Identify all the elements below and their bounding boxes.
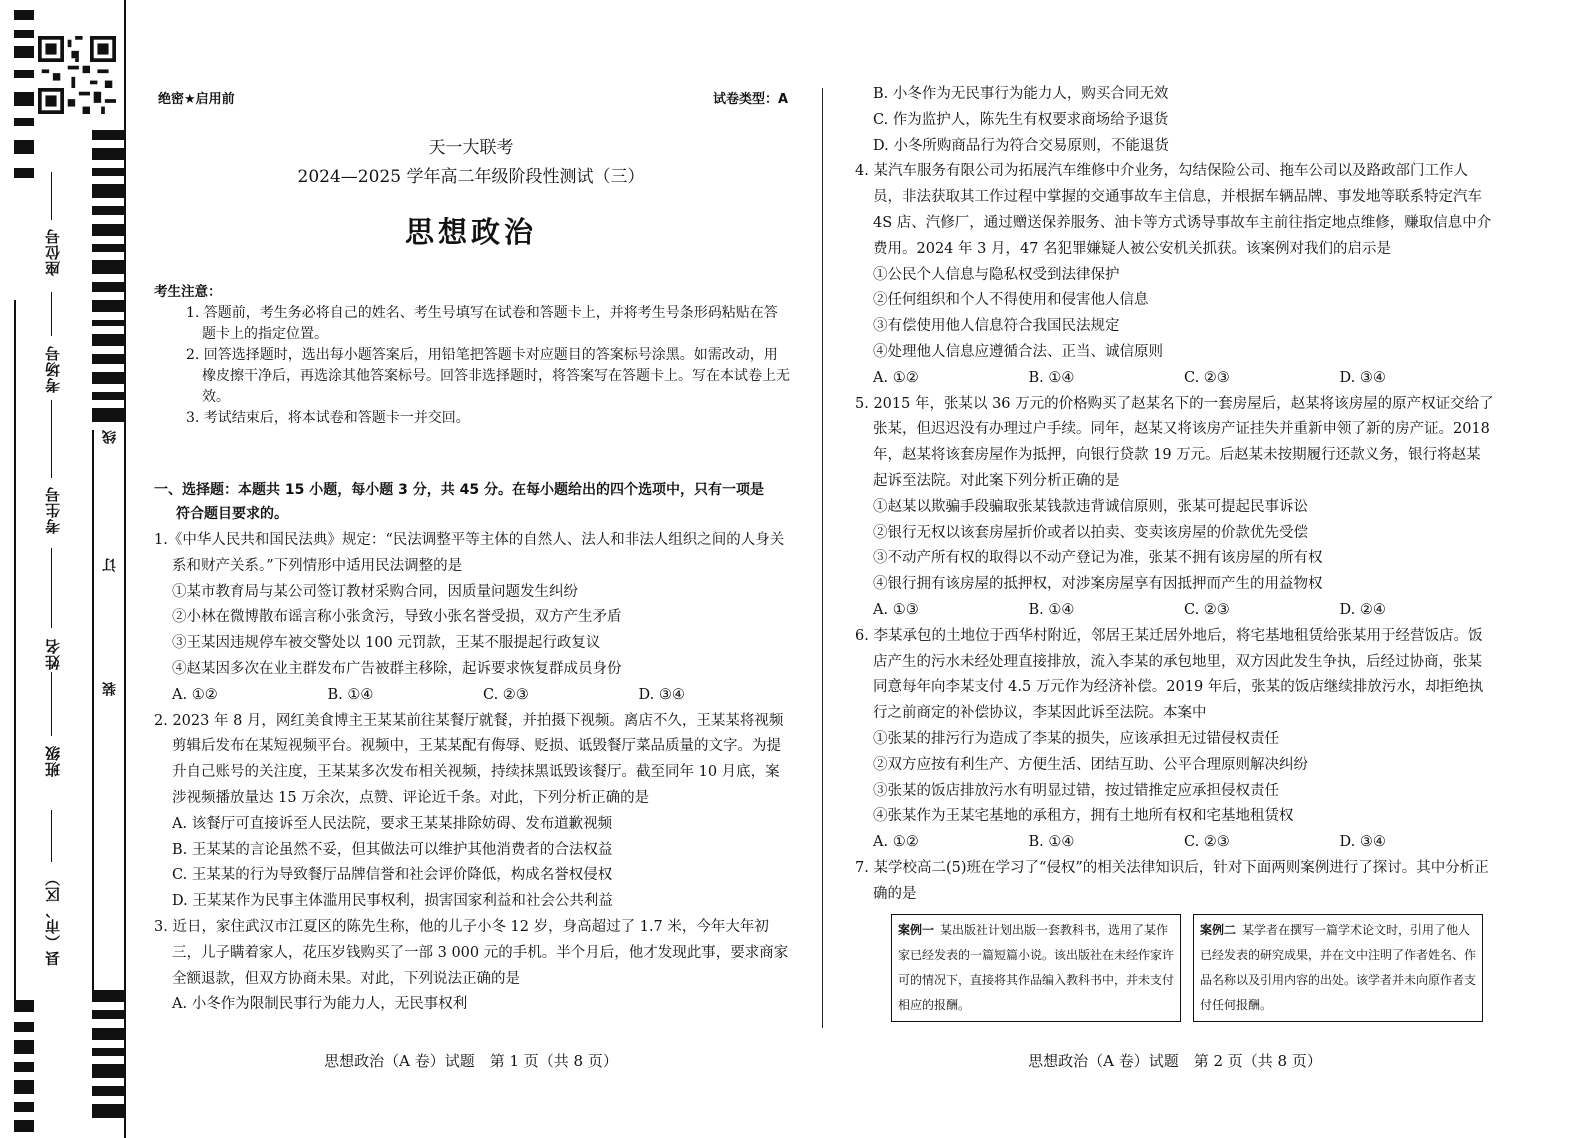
choice-d: D. ③④ [1339, 834, 1386, 851]
choice-b: B. ①④ [1028, 601, 1075, 618]
answer-choices [855, 366, 1495, 392]
statement: ①赵某以欺骗手段骗取张某钱款违背诚信原则，张某可提起民事诉讼 [873, 498, 1308, 515]
statement: ②银行无权以该套房屋折价或者以拍卖、变卖该房屋的价款优先受偿 [873, 524, 1308, 541]
notice-item: 1. 答题前，考生务必将自己的姓名、考生号填写在试卷和答题卡上，并将考生号条形码粘贴在答题卡上的指定位置。 [186, 305, 778, 342]
choice-b: B. ①④ [1028, 369, 1075, 386]
option: A. 小冬作为限制民事行为能力人，无民事权利 [172, 996, 468, 1013]
case-boxes [891, 914, 1483, 1022]
option: C. 王某某的行为导致餐厅品牌信誉和社会评价降低，构成名誉权侵权 [172, 867, 613, 884]
field-county-line [51, 810, 52, 862]
field-examinee-no-line [51, 400, 52, 478]
barcode-right [92, 130, 124, 1130]
statement: ②双方应按有利生产、方便生活、团结互助、公平合理原则解决纠纷 [873, 756, 1308, 773]
statement: ①张某的排污行为造成了李某的损失，应该承担无过错侵权责任 [873, 730, 1279, 747]
answer-choices [855, 598, 1495, 624]
question-stem: 7. 某学校高二(5)班在学习了“侵权”的相关法律知识后，针对下面两则案例进行了探讨。其中分析正确的是 [855, 859, 1489, 902]
choice-b: B. ①④ [327, 686, 374, 703]
field-class-line [51, 672, 52, 736]
statement: ③有偿使用他人信息符合我国民法规定 [873, 318, 1120, 335]
page-divider [822, 88, 823, 1028]
paper-type-label: 试卷类型：A [712, 92, 788, 107]
section-heading [154, 478, 794, 526]
option: D. 小冬所购商品行为符合交易原则，不能退货 [873, 137, 1169, 154]
statement: ①某市教育局与某公司签订教材采购合同，因质量问题发生纠纷 [172, 583, 578, 600]
case-label: 案例二 [1200, 922, 1237, 937]
choice-d: D. ②④ [1339, 601, 1386, 618]
choice-c: C. ②③ [1184, 369, 1230, 386]
case-label: 案例一 [898, 922, 935, 937]
option: A. 该餐厅可直接诉至人民法院，要求王某某排除妨碍、发布道歉视频 [172, 815, 613, 832]
barcode-left [14, 0, 34, 1138]
statement: ④赵某因多次在业主群发布广告被群主移除，起诉要求恢复群成员身份 [172, 660, 622, 677]
choice-b: B. ①④ [1028, 834, 1075, 851]
question-3-continued [855, 82, 1495, 159]
question-stem: 3. 近日，家住武汉市江夏区的陈先生称，他的儿子小冬 12 岁，身高超过了 1.7 米，今年大年初三，儿子瞒着家人，花压岁钱购买了一部 3 000 元的手机。半个月后，他才发现此事，要求商家全额退款，但双方协商未果。对此，下列说法正确的是 [154, 918, 789, 987]
field-examinee-no-label: 考生号 [44, 486, 62, 534]
question-2 [154, 709, 794, 915]
statement: ④银行拥有该房屋的抵押权，对涉案房屋享有因抵押而产生的用益物权 [873, 576, 1323, 593]
bind-word-xian: 线 [102, 430, 118, 444]
choice-c: C. ②③ [1184, 601, 1230, 618]
answer-choices [855, 830, 1495, 856]
question-stem: 2. 2023 年 8 月，网红美食博主王某某前往某餐厅就餐，并拍摄下视频。离店不久，王某某将视频剪辑后发布在某短视频平台。视频中，王某某配有侮辱、贬损、诋毁餐厅菜品质量的文字。为提升自己账号的关注度，王某某多次发布相关视频，持续抹黑诋毁该餐厅。截至同年 10 月底，案涉视频播放量达 15 万余次，点赞、评论近千条。对此，下列分析正确的是 [154, 712, 784, 806]
field-seat-no-line [51, 172, 52, 220]
question-5 [855, 392, 1495, 624]
binding-strip [0, 0, 130, 1138]
exam-organizer: 天一大联考 [428, 138, 514, 158]
case-text: 某学者在撰写一篇学术论文时，引用了他人已经发表的研究成果，并在文中注明了作者姓名、作品名称以及引用内容的出处。该学者并未向原作者支付任何报酬。 [1200, 922, 1477, 1012]
page-1-questions [154, 528, 794, 1018]
statement: ④张某作为王某宅基地的承租方，拥有土地所有权和宅基地租赁权 [873, 808, 1294, 825]
option: C. 作为监护人，陈先生有权要求商场给予退货 [873, 111, 1169, 128]
option: B. 小冬作为无民事行为能力人，购买合同无效 [873, 86, 1169, 102]
choice-c: C. ②③ [1184, 834, 1230, 851]
page-footer: 思想政治（A 卷）试题 第 1 页（共 8 页） [324, 1052, 618, 1070]
statement: ③张某的饭店排放污水有明显过错，按过错推定应承担侵权责任 [873, 782, 1279, 799]
page-footer: 思想政治（A 卷）试题 第 2 页（共 8 页） [1028, 1052, 1322, 1070]
bind-word-zhuang: 装 [102, 682, 118, 696]
binding-rule [124, 0, 126, 1138]
question-1 [154, 528, 794, 709]
choice-a: A. ①② [873, 369, 919, 386]
page-2-questions [855, 82, 1495, 1022]
case-box-2 [1193, 914, 1483, 1022]
option: D. 王某某作为民事主体滥用民事权利，损害国家利益和社会公共利益 [172, 893, 613, 910]
case-text: 某出版社计划出版一套教科书，选用了某作家已经发表的一篇短篇小说。该出版社在未经作家许可的情况下，直接将其作品编入教科书中，并未支付相应的报酬。 [898, 922, 1175, 1012]
question-7 [855, 856, 1495, 1022]
statement: ③不动产所有权的取得以不动产登记为准，张某不拥有该房屋的所有权 [873, 550, 1323, 567]
notice-item: 2. 回答选择题时，选出每小题答案后，用铅笔把答题卡对应题目的答案标号涂黑。如需改动，用橡皮擦干净后，再选涂其他答案标号。回答非选择题时，将答案写在答题卡上。写在本试卷上无效。 [186, 347, 790, 405]
examinee-notice [154, 282, 790, 429]
field-room-no-label: 考场号 [44, 345, 62, 393]
question-6 [855, 624, 1495, 856]
section-heading-line: 符合题目要求的。 [176, 506, 288, 522]
field-seat-no-label: 座位号 [44, 228, 62, 276]
field-county-label: 县（市、区） [44, 870, 62, 966]
field-room-no-line [51, 292, 52, 336]
question-3 [154, 915, 794, 1018]
question-stem: 4. 某汽车服务有限公司为拓展汽车维修中介业务，勾结保险公司、拖车公司以及路政部门工作人员，非法获取其工作过程中掌握的交通事故车主信息，并根据车辆品牌、事发地等联系特定汽车 4S 店、汽修厂，通过赠送保养服务、油卡等方式诱导事故车主前往指定地点维修，赚取信息中介费用。2024 年 3 月，47 名犯罪嫌疑人被公安机关抓获。该案例对我们的启示是 [855, 163, 1492, 257]
bind-word-ding: 订 [102, 558, 118, 572]
statement: ③王某因违规停车被交警处以 100 元罚款，王某不服提起行政复议 [172, 635, 601, 652]
question-stem: 6. 李某承包的土地位于西华村附近，邻居王某迁居外地后，将宅基地租赁给张某用于经营饭店。饭店产生的污水未经处理直接排放，流入李某的承包地里，双方因此发生争执，后经过协商，张某同意每年向李某支付 4.5 万元作为经济补偿。2019 年后，张某的饭店继续排放污水，却拒绝执行之前商定的补偿协议，李某因此诉至法院。本案中 [855, 627, 1484, 722]
choice-c: C. ②③ [483, 686, 529, 703]
statement: ②小林在微博散布谣言称小张贪污，导致小张名誉受损，双方产生矛盾 [172, 609, 622, 626]
answer-choices [154, 683, 794, 709]
field-class-label: 班级 [44, 745, 62, 777]
field-name-line [51, 548, 52, 628]
choice-d: D. ③④ [1339, 369, 1386, 386]
choice-a: A. ①③ [873, 601, 919, 618]
notice-title: 考生注意： [154, 284, 222, 300]
statement: ①公民个人信息与隐私权受到法律保护 [873, 266, 1120, 283]
statement: ④处理他人信息应遵循合法、正当、诚信原则 [873, 343, 1163, 360]
case-box-1 [891, 914, 1181, 1022]
question-stem: 1.《中华人民共和国民法典》规定：“民法调整平等主体的自然人、法人和非法人组织之间的人身关系和财产关系。”下列情形中适用民法调整的是 [154, 532, 785, 574]
confidential-label: 绝密★启用前 [158, 92, 235, 107]
qr-code [38, 36, 116, 114]
question-stem: 5. 2015 年，张某以 36 万元的价格购买了赵某名下的一套房屋后，赵某将该房屋的原产权证交给了张某，但迟迟没有办理过户手续。同年，赵某又将该房产证挂失并重新申领了新的房产证。2018 年，赵某将该套房屋作为抵押，向银行贷款 19 万元。后赵某未按期履行还款义务，银行将赵某起诉至法院。对此案下列分析正确的是 [855, 395, 1494, 489]
question-4 [855, 159, 1495, 391]
notice-item: 3. 考试结束后，将本试卷和答题卡一并交回。 [186, 410, 470, 426]
statement: ②任何组织和个人不得使用和侵害他人信息 [873, 292, 1149, 309]
section-heading-line: 一、选择题：本题共 15 小题，每小题 3 分，共 45 分。在每小题给出的四个选项中，只有一项是 [154, 482, 764, 498]
field-name-label: 姓名 [44, 638, 62, 670]
choice-a: A. ①② [873, 834, 919, 851]
choice-d: D. ③④ [638, 686, 685, 703]
exam-title: 2024—2025 学年高二年级阶段性测试（三） [297, 167, 645, 187]
option: B. 王某某的言论虽然不妥，但其做法可以维护其他消费者的合法权益 [172, 841, 613, 858]
choice-a: A. ①② [172, 686, 218, 703]
subject-title: 思想政治 [404, 215, 537, 249]
